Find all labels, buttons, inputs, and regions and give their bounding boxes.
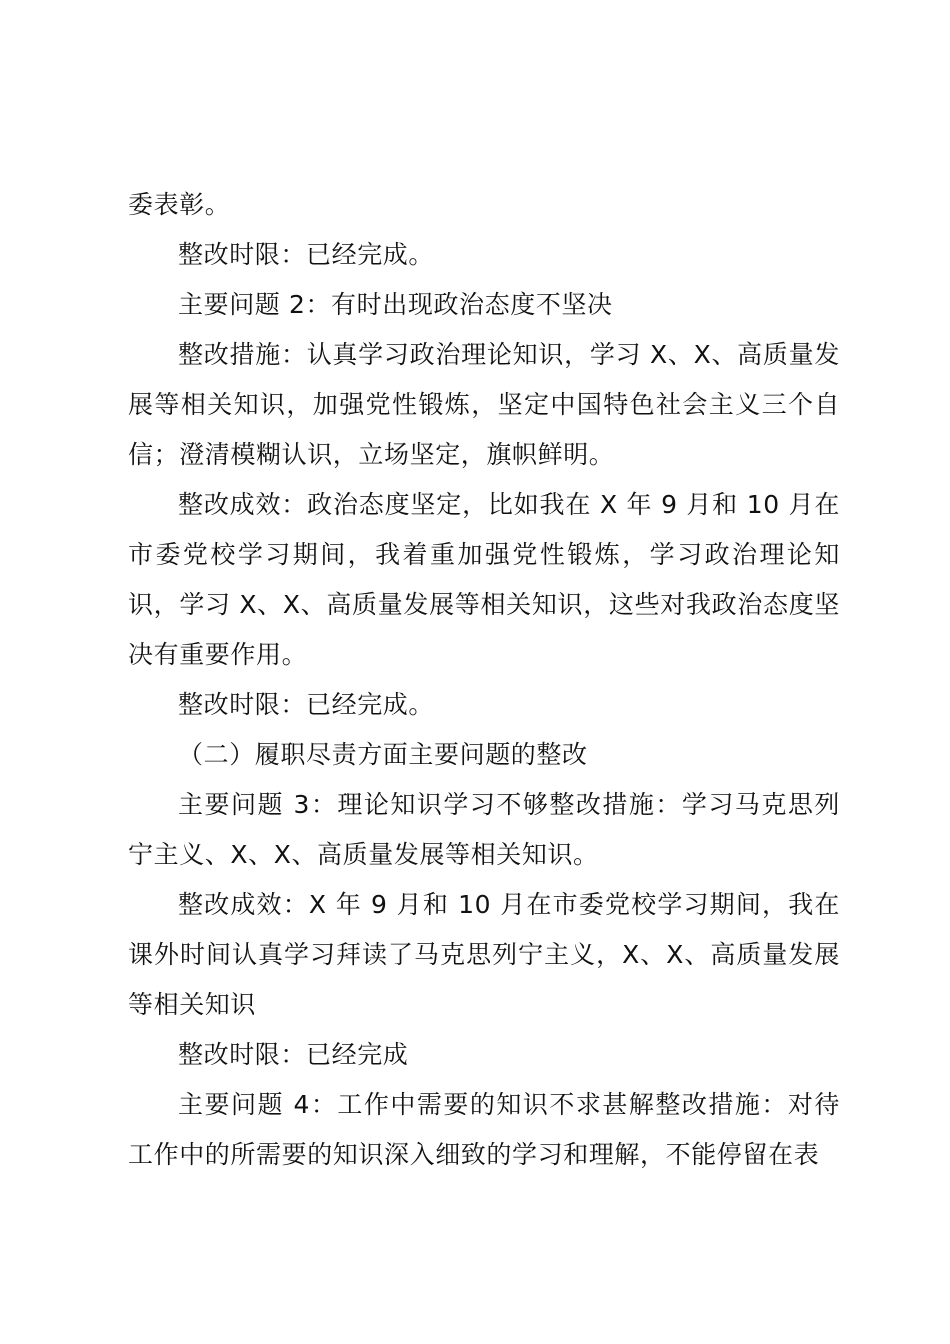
document-body bbox=[128, 180, 840, 1180]
paragraph: 委表彰。 bbox=[128, 190, 231, 219]
paragraph: 主要问题 4：工作中需要的知识不求甚解整改措施：对待工作中的所需要的知识深入细致的学习和理解，不能停留在表 bbox=[128, 1090, 840, 1169]
paragraph: 主要问题 3：理论知识学习不够整改措施：学习马克思列宁主义、X、X、高质量发展等相关知识。 bbox=[128, 790, 840, 869]
section-heading: （二）履职尽责方面主要问题的整改 bbox=[178, 740, 588, 769]
paragraph: 整改时限：已经完成。 bbox=[178, 690, 435, 719]
paragraph: 整改时限：已经完成 bbox=[178, 1040, 409, 1069]
paragraph: 整改成效：政治态度坚定，比如我在 X 年 9 月和 10 月在市委党校学习期间，我着重加强党性锻炼，学习政治理论知识，学习 X、X、高质量发展等相关知识，这些对我政治态度坚决有重要作用。 bbox=[128, 490, 840, 669]
paragraph: 整改成效：X 年 9 月和 10 月在市委党校学习期间，我在课外时间认真学习拜读了马克思列宁主义，X、X、高质量发展等相关知识 bbox=[128, 890, 840, 1019]
paragraph: 主要问题 2：有时出现政治态度不坚决 bbox=[178, 290, 613, 319]
paragraph: 整改措施：认真学习政治理论知识，学习 X、X、高质量发展等相关知识，加强党性锻炼，坚定中国特色社会主义三个自信；澄清模糊认识，立场坚定，旗帜鲜明。 bbox=[128, 340, 840, 469]
paragraph: 整改时限：已经完成。 bbox=[178, 240, 435, 269]
